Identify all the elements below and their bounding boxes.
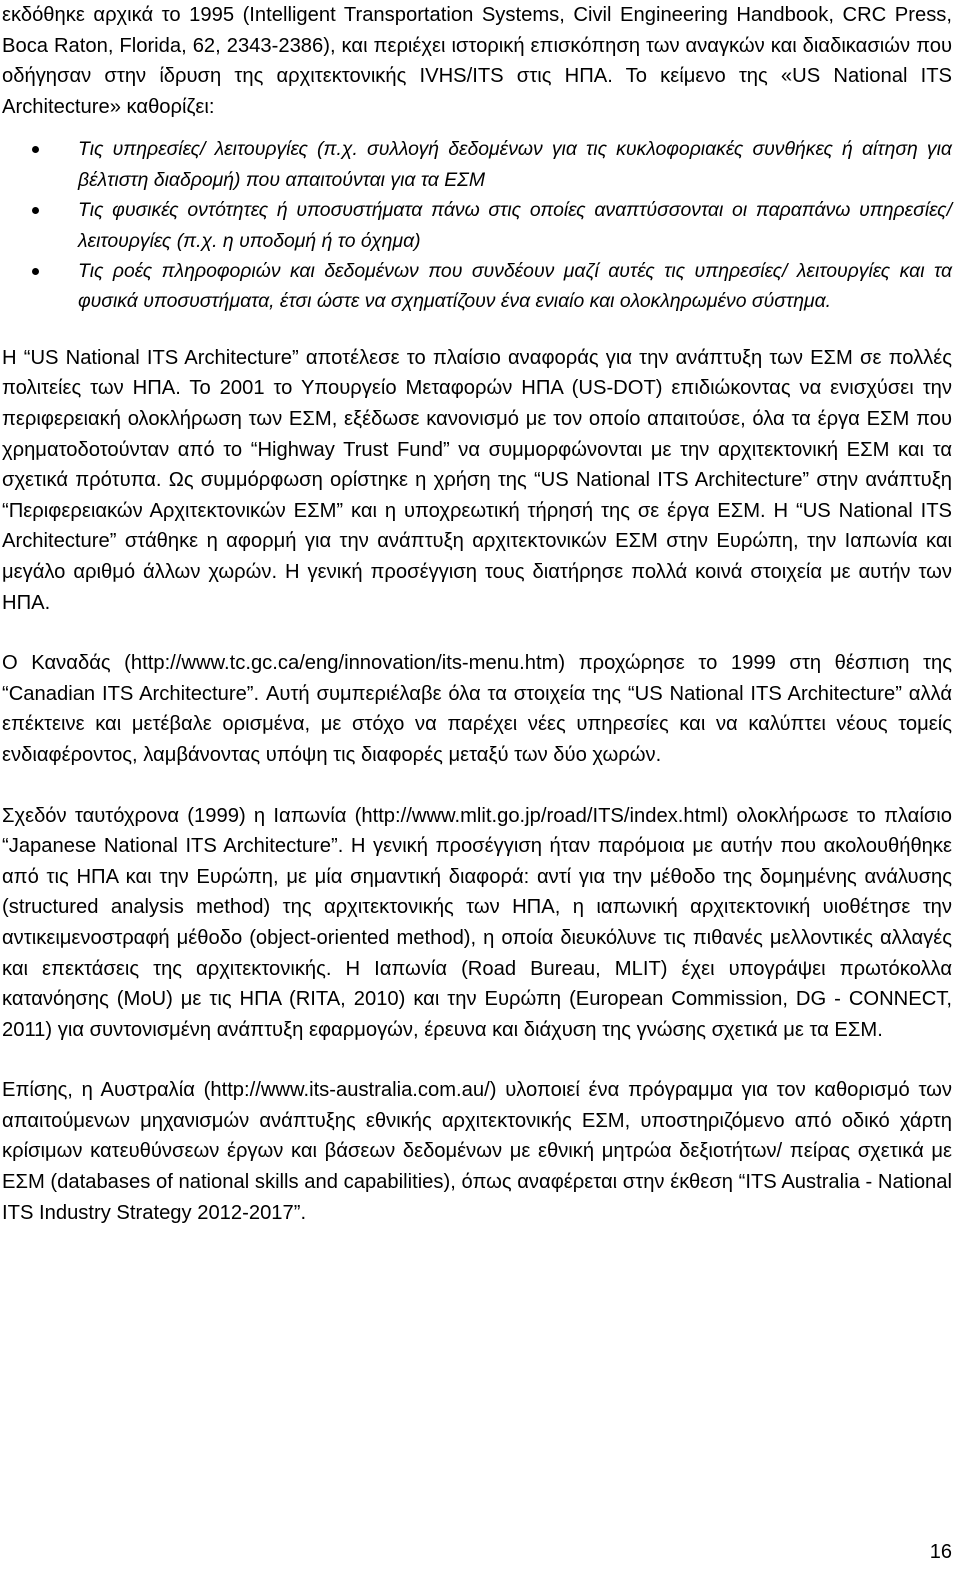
- bullet-item: [2, 134, 952, 195]
- bullet-text: Τις ροές πληροφοριών και δεδομένων που συνδέουν μαζί αυτές τις υπηρεσίες/ λειτουργίες και τα φυσικά υποσυστήματα, έτσι ώστε να σχηματίζουν ένα ενιαίο και ολοκληρωμένο σύστημα.: [78, 260, 952, 313]
- bullet-dot-icon: [32, 268, 39, 275]
- document-body: [2, 0, 952, 1228]
- bullet-list: [2, 134, 952, 316]
- bullet-text: Τις υπηρεσίες/ λειτουργίες (π.χ. συλλογή δεδομένων για τις κυκλοφοριακές συνθήκες ή αίτηση για βέλτιστη διαδρομή) που απαιτούνται για τα ΕΣΜ: [78, 138, 952, 191]
- bullet-dot-icon: [32, 146, 39, 153]
- bullet-dot-icon: [32, 207, 39, 214]
- intro-paragraph: εκδόθηκε αρχικά το 1995 (Intelligent Transportation Systems, Civil Engineering Handbook, CRC Press, Boca Raton, Florida, 62, 2343-2386), και περιέχει ιστορική επισκόπηση των αναγκών και διαδικασιών που οδήγησαν στην ίδρυση της αρχιτεκτονικής IVHS/ITS στις ΗΠΑ. Το κείμενο της «US National ITS Architecture» καθορίζει:: [2, 4, 952, 118]
- bullet-item: [2, 195, 952, 256]
- bullet-text: Τις φυσικές οντότητες ή υποσυστήματα πάνω στις οποίες αναπτύσσονται οι παραπάνω υπηρεσίες/ λειτουργίες (π.χ. η υποδομή ή το όχημα): [78, 199, 952, 252]
- paragraph-us-architecture: Η “US National ITS Architecture” αποτέλεσε το πλαίσιο αναφοράς για την ανάπτυξη των ΕΣΜ σε πολλές πολιτείες των ΗΠΑ. Το 2001 το Υπουργείο Μεταφορών ΗΠΑ (US-DOT) επιδιώκοντας να ενισχύσει την περιφερειακή ολοκλήρωση των ΕΣΜ, εξέδωσε κανονισμό με τον οποίο απαιτούσε, όλα τα έργα ΕΣΜ που χρηματοδοτούνταν από το “Highway Trust Fund” να συμμορφώνονται με την αρχιτεκτονική ΕΣΜ και τα σχετικά πρότυπα. Ως συμμόρφωση ορίστηκε η χρήση της “US National ITS Architecture” στην ανάπτυξη “Περιφερειακών Αρχιτεκτονικών ΕΣΜ” και η υποχρεωτική τήρησή της σε έργα ΕΣΜ. Η “US National ITS Architecture” στάθηκε η αφορμή για την ανάπτυξη αρχιτεκτονικών ΕΣΜ στην Ευρώπη, την Ιαπωνία και μεγάλο αριθμό άλλων χωρών. Η γενική προσέγγιση τους διατήρησε πολλά κοινά στοιχεία με αυτήν των ΗΠΑ.: [2, 346, 952, 614]
- page-number: 16: [929, 1541, 952, 1563]
- paragraph-canada: Ο Καναδάς (http://www.tc.gc.ca/eng/innovation/its-menu.htm) προχώρησε το 1999 στη θέσπιση της “Canadian ITS Architecture”. Αυτή συμπεριέλαβε όλα τα στοιχεία της “US National ITS Architecture” αλλά επέκτεινε και μετέβαλε ορισμένα, με στόχο να παρέχει νέες υπηρεσίες και να καλύπτει νέους τομείς ενδιαφέροντος, λαμβάνοντας υπόψη τις διαφορές μεταξύ των δύο χωρών.: [2, 652, 952, 766]
- paragraph-japan: Σχεδόν ταυτόχρονα (1999) η Ιαπωνία (http://www.mlit.go.jp/road/ITS/index.html) ολοκλήρωσε το πλαίσιο “Japanese National ITS Architecture”. Η γενική προσέγγιση ήταν παρόμοια με αυτήν που ακολουθήθηκε από τις ΗΠΑ και την Ευρώπη, με μία σημαντική διαφορά: αντί για την μέθοδο της δομημένης ανάλυσης (structured analysis method) της αρχιτεκτονικής των ΗΠΑ, η ιαπωνική αρχιτεκτονική υιοθέτησε την αντικειμενοστραφή μέθοδο (object-oriented method), η οποία διευκόλυνε τις πιθανές μελλοντικές αλλαγές και επεκτάσεις της αρχιτεκτονικής. Η Ιαπωνία (Road Bureau, MLIT) έχει υπογράψει πρωτόκολλα κατανόησης (MoU) με τις ΗΠΑ (RITA, 2010) και την Ευρώπη (European Commission, DG - CONNECT, 2011) για συντονισμένη ανάπτυξη εφαρμογών, έρευνα και διάχυση της γνώσης σχετικά με τα ΕΣΜ.: [2, 804, 952, 1041]
- paragraph-australia: Επίσης, η Αυστραλία (http://www.its-australia.com.au/) υλοποιεί ένα πρόγραμμα για τον καθορισμό των απαιτούμενων μηχανισμών ανάπτυξης εθνικής αρχιτεκτονικής ΕΣΜ, υποστηριζόμενο από οδικό χάρτη κρίσιμων κατευθύνσεων έργων και βάσεων δεδομένων με εθνική μητρώα δεξιοτήτων/ πείρας σχετικά με ΕΣΜ (databases of national skills and capabilities), όπως αναφέρεται στην έκθεση “ITS Australia - National ITS Industry Strategy 2012-2017”.: [2, 1079, 952, 1224]
- bullet-item: [2, 256, 952, 317]
